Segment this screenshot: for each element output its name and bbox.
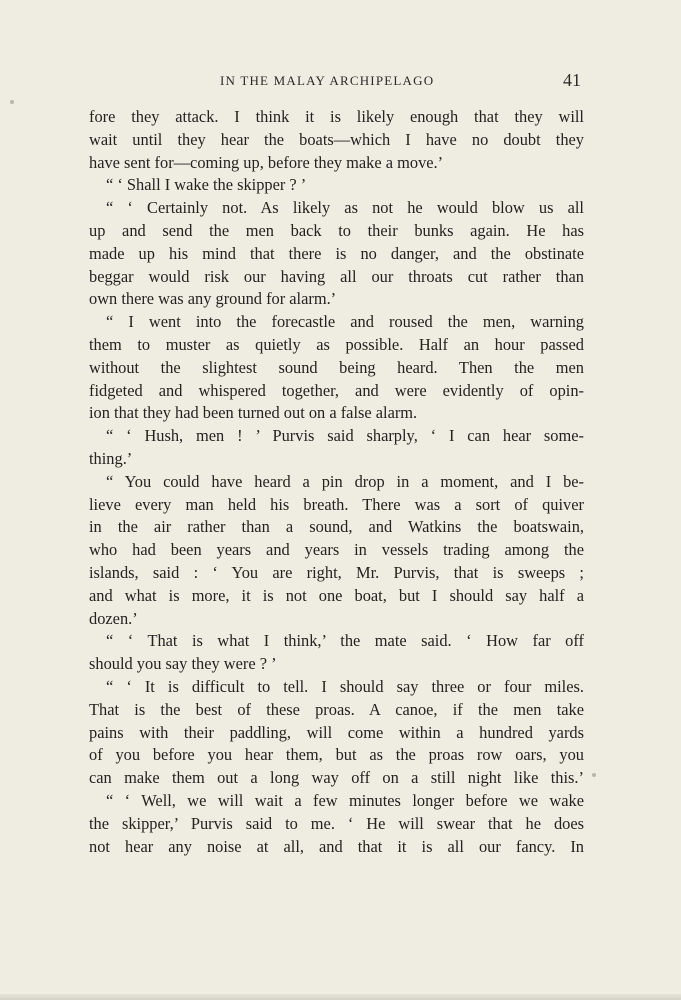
text-line: who had been years and years in vessels trading among the	[89, 540, 584, 560]
text-line: “ ‘ Well, we will wait a few minutes longer before we wake	[106, 790, 584, 810]
text-line: of you before you hear them, but as the proas row oars, you	[89, 745, 584, 765]
text-line: “ ‘ It is difficult to tell. I should say three or four miles.	[106, 676, 584, 696]
text-line: made up his mind that there is no danger, and the obstinate	[89, 243, 584, 263]
text-line: thing.’	[89, 448, 133, 468]
text-line: can make them out a long way off on a still night like this.’	[89, 768, 584, 788]
text-line: pains with their paddling, will come within a hundred yards	[89, 722, 584, 742]
running-title: IN THE MALAY ARCHIPELAGO	[220, 73, 435, 88]
text-line: in the air rather than a sound, and Watkins the boatswain,	[89, 517, 584, 537]
text-line: should you say they were ? ’	[89, 654, 277, 674]
page-bottom-edge	[0, 994, 681, 1000]
paper-speck	[592, 773, 596, 777]
text-line: “ I went into the forecastle and roused the men, warning	[106, 312, 584, 332]
text-line: up and send the men back to their bunks again. He has	[89, 220, 584, 240]
text-line: the skipper,’ Purvis said to me. ‘ He will swear that he does	[89, 813, 584, 833]
text-line: and what is more, it is not one boat, but I should say half a	[89, 585, 584, 605]
text-line: have sent for—coming up, before they make a move.’	[89, 152, 444, 172]
text-line: “ ‘ Shall I wake the skipper ? ’	[106, 175, 307, 195]
text-line: “ ‘ Hush, men ! ’ Purvis said sharply, ‘ I can hear some-	[106, 426, 584, 446]
text-line: fore they attack. I think it is likely enough that they will	[89, 107, 584, 126]
text-line: fidgeted and whispered together, and were evidently of opin-	[89, 380, 584, 400]
text-line: islands, said : ‘ You are right, Mr. Purvis, that is sweeps ;	[89, 562, 584, 582]
text-line: without the slightest sound being heard. Then the men	[89, 357, 584, 377]
text-line: “ ‘ Certainly not. As likely as not he would blow us all	[106, 198, 584, 218]
text-line: wait until they hear the boats—which I have no doubt they	[89, 129, 584, 149]
text-line: dozen.’	[89, 608, 138, 628]
body-text	[89, 106, 584, 858]
text-line: lieve every man held his breath. There was a sort of quiver	[89, 494, 584, 514]
paper-speck	[10, 100, 14, 104]
page-number: 41	[563, 70, 581, 90]
text-line: ion that they had been turned out on a false alarm.	[89, 403, 418, 423]
text-line: them to muster as quietly as possible. Half an hour passed	[89, 334, 584, 354]
running-head	[0, 70, 681, 94]
text-line: That is the best of these proas. A canoe, if the men take	[89, 699, 584, 719]
text-line: beggar would risk our having all our throats cut rather than	[89, 266, 584, 286]
text-line: “ You could have heard a pin drop in a moment, and I be-	[106, 471, 584, 491]
text-line: “ ‘ That is what I think,’ the mate said. ‘ How far off	[106, 631, 584, 651]
text-line: not hear any noise at all, and that it is all our fancy. In	[89, 836, 584, 856]
text-line: own there was any ground for alarm.’	[89, 289, 337, 309]
